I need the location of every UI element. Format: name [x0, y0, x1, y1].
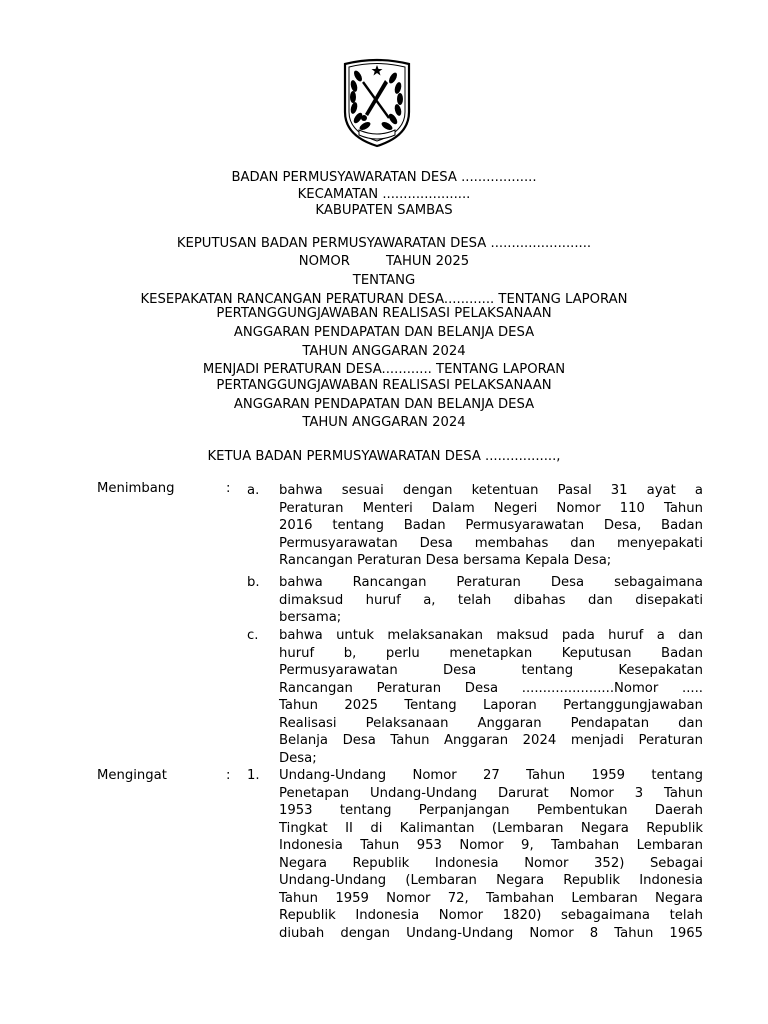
text-line: Rancangan Peraturan Desa bersama Kepala Desa;	[279, 553, 612, 568]
text-line: Penetapan Undang-Undang Darurat Nomor 3 Tahun	[279, 785, 703, 801]
text-line: bahwa sesuai dengan ketentuan Pasal 31 ayat a	[279, 483, 703, 498]
menimbang-item-b	[279, 574, 703, 627]
text-line: Belanja Desa Tahun Anggaran 2024 menjadi Peraturan	[279, 733, 703, 748]
tentang-label: TENTANG	[352, 273, 416, 288]
text-line: Rancangan Peraturan Desa ......................Nomor .....	[279, 680, 703, 696]
subject-line: TAHUN ANGGARAN 2024	[302, 344, 466, 359]
menimbang-item-c	[279, 627, 703, 767]
menimbang-colon: :	[226, 481, 231, 496]
text-line: Tahun 2025 Tentang Laporan Pertanggungjawaban	[279, 698, 703, 713]
header-line-2: KECAMATAN .....................	[297, 187, 471, 202]
text-line: Republik Indonesia Nomor 1820) sebagaimana telah	[279, 908, 703, 923]
item-mark: a.	[247, 483, 260, 498]
subject-line: MENJADI PERATURAN DESA............ TENTANG LAPORAN	[202, 362, 566, 377]
text-line: bersama;	[279, 610, 342, 625]
text-line: Negara Republik Indonesia Nomor 352) Sebagai	[279, 855, 703, 871]
keputusan-title: KEPUTUSAN BADAN PERMUSYAWARATAN DESA ........................	[176, 236, 592, 251]
header-line-3: KABUPATEN SAMBAS	[315, 203, 453, 218]
header-line-1: BADAN PERMUSYAWARATAN DESA ..................	[231, 170, 537, 185]
text-line: Realisasi Pelaksanaan Anggaran Pendapatan dan	[279, 715, 703, 731]
text-line: Desa;	[279, 750, 317, 766]
mengingat-label: Mengingat	[97, 768, 167, 783]
menimbang-item-a	[279, 482, 703, 570]
text-line: bahwa Rancangan Peraturan Desa sebagaimana	[279, 575, 703, 590]
text-line: diubah dengan Undang-Undang Nomor 8 Tahun 1965	[279, 925, 703, 941]
regency-coat-of-arms-icon	[341, 56, 413, 148]
text-line: Tahun 1959 Nomor 72, Tambahan Lembaran Negara	[279, 890, 703, 906]
item-mark: 1.	[247, 768, 260, 783]
subject-line: PERTANGGUNGJAWABAN REALISASI PELAKSANAAN	[216, 306, 552, 321]
text-line: 1953 tentang Perpanjangan Pembentukan Daerah	[279, 803, 703, 818]
subject-line: TAHUN ANGGARAN 2024	[302, 415, 466, 430]
tahun-label: TAHUN 2025	[385, 254, 470, 269]
text-line: Peraturan Menteri Dalam Negeri Nomor 110 Tahun	[279, 500, 703, 516]
text-line: Permusyarawatan Desa membahas dan menyepakati	[279, 535, 703, 551]
text-line: dimaksud huruf a, telah dibahas dan disepakati	[279, 592, 703, 608]
subject-line: ANGGARAN PENDAPATAN DAN BELANJA DESA	[233, 397, 535, 412]
text-line: Undang-Undang (Lembaran Negara Republik Indonesia	[279, 873, 703, 888]
nomor-label: NOMOR	[298, 254, 350, 269]
text-line: Tingkat II di Kalimantan (Lembaran Negara Republik	[279, 820, 703, 836]
subject-line: KESEPAKATAN RANCANGAN PERATURAN DESA............ TENTANG LAPORAN	[140, 292, 628, 307]
subject-line: PERTANGGUNGJAWABAN REALISASI PELAKSANAAN	[216, 378, 552, 393]
subject-line: ANGGARAN PENDAPATAN DAN BELANJA DESA	[233, 325, 535, 340]
mengingat-colon: :	[226, 768, 231, 783]
mengingat-item-1	[279, 767, 703, 942]
ketua-line: KETUA BADAN PERMUSYAWARATAN DESA .................,	[207, 449, 561, 464]
text-line: Undang-Undang Nomor 27 Tahun 1959 tentang	[279, 768, 703, 783]
item-mark: b.	[247, 575, 260, 590]
menimbang-label: Menimbang	[97, 481, 175, 496]
nomor-tahun	[0, 253, 768, 271]
text-line: Permusyarawatan Desa tentang Kesepakatan	[279, 663, 703, 678]
text-line: Indonesia Tahun 953 Nomor 9, Tambahan Lembaran	[279, 838, 703, 853]
text-line: bahwa untuk melaksanakan maksud pada huruf a dan	[279, 628, 703, 643]
text-line: 2016 tentang Badan Permusyarawatan Desa, Badan	[279, 518, 703, 533]
text-line: huruf b, perlu menetapkan Keputusan Badan	[279, 645, 703, 661]
item-mark: c.	[247, 628, 259, 643]
